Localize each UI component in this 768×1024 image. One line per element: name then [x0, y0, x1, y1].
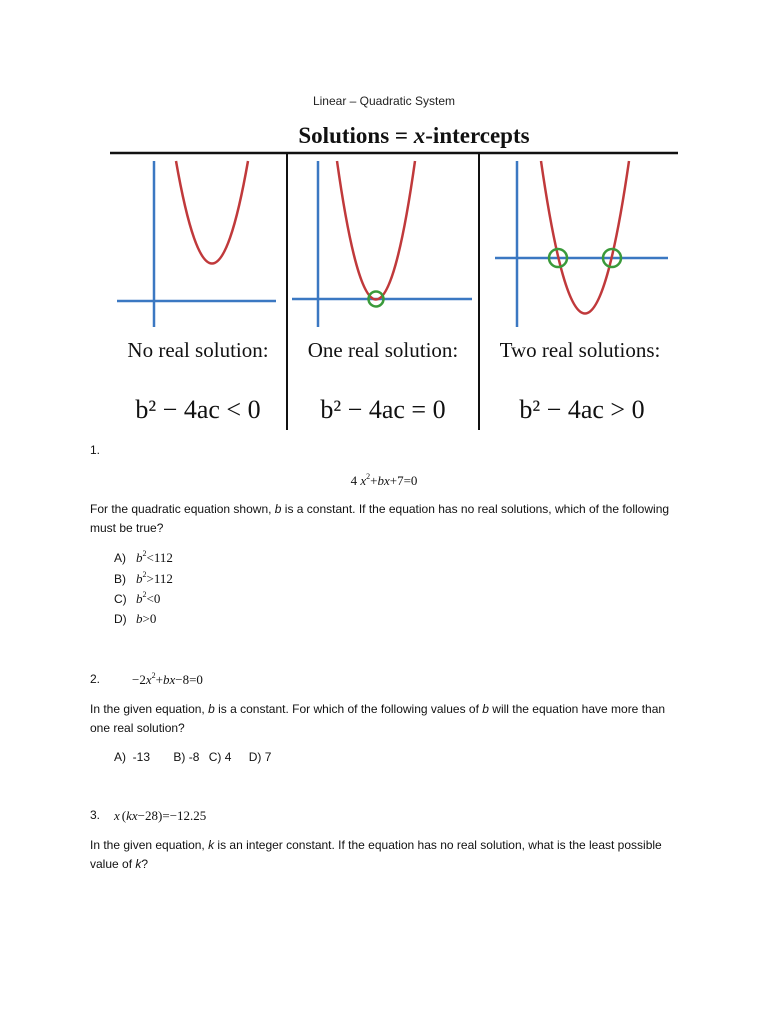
figure-heading: Solutions = x-intercepts — [298, 123, 530, 148]
question-2-choice-a[interactable]: A) -13 — [114, 750, 151, 764]
parabola — [176, 161, 248, 264]
question-1-equation: 4 $x^2+bx+7=0$ — [350, 472, 418, 488]
panel-label-two-solutions: Two real solutions: — [499, 338, 661, 362]
question-3-equation: x (kx−28)=−12.25 — [114, 808, 207, 823]
question-2-choice-d[interactable]: D) 7 — [248, 750, 272, 764]
panel-label-one-solution: One real solution: — [307, 338, 459, 362]
question-1-choice-d[interactable]: D) b>0 — [114, 611, 157, 626]
question-1-choice-a[interactable]: A) $b^2<112$ — [114, 549, 173, 565]
panel-two-solutions — [495, 161, 668, 327]
question-2-text: In the given equation, b is a constant. For which of the following values of b will the equation have more than one real solution? — [90, 702, 666, 735]
panel-no-solution — [117, 161, 276, 327]
question-2-number: 2. — [90, 672, 101, 686]
choice-letter: A) — [114, 551, 126, 565]
choice-letter: D) — [114, 612, 127, 626]
question-1-number: 1. — [90, 443, 101, 457]
discriminant-figure — [108, 116, 680, 434]
question-1-choice-b[interactable]: B) $b^2>112$ — [114, 570, 173, 586]
parabola — [541, 161, 629, 314]
question-3-number: 3. — [90, 808, 101, 822]
question-1-choice-c[interactable]: C) $b^2<0$ — [114, 590, 161, 606]
question-3-text: In the given equation, k is an integer constant. If the equation has no real solution, what is the least possible value of k? — [90, 838, 662, 871]
parabola — [337, 161, 415, 300]
question-2-choice-c[interactable]: C) 4 — [208, 750, 232, 764]
question-2-choices — [114, 748, 271, 767]
page-title: Linear – Quadratic System — [312, 94, 456, 108]
formula-two-solutions: b² − 4ac > 0 — [519, 395, 645, 424]
panel-label-no-solution: No real solution: — [127, 338, 269, 362]
panel-one-solution — [292, 161, 472, 327]
question-2-choice-b[interactable]: B) -8 — [173, 750, 200, 764]
choice-letter: B) — [114, 572, 126, 586]
discriminant-diagram — [108, 116, 680, 434]
formula-one-solution: b² − 4ac = 0 — [320, 395, 446, 424]
question-1-text: For the quadratic equation shown, b is a constant. If the equation has no real solutions, which of the following must be true? — [90, 502, 670, 535]
question-2-equation: $-2x^2+bx-8=0$ — [132, 671, 203, 687]
choice-letter: C) — [114, 592, 127, 606]
formula-no-solution: b² − 4ac < 0 — [135, 395, 261, 424]
